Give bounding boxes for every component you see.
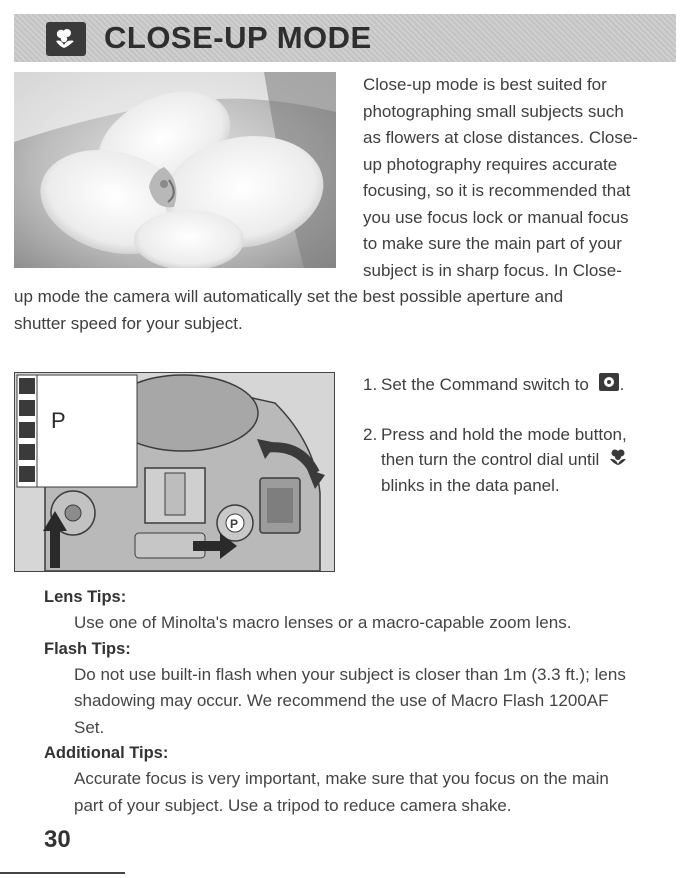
tip-line: Accurate focus is very important, make sure that you focus on the main (74, 769, 609, 788)
camera-diagram (14, 372, 335, 572)
intro-line: you use focus lock or manual focus (363, 207, 629, 227)
intro-text-full (14, 284, 678, 337)
intro-line: Close-up mode is best suited for (363, 75, 607, 94)
intro-line: photographing small subjects such (363, 101, 624, 121)
orchid-photo (14, 72, 336, 268)
step-line: Press and hold the mode button, (381, 425, 627, 445)
step-text: then turn the control dial until (381, 450, 600, 470)
intro-line: to make sure the main part of your (363, 234, 622, 253)
intro-line: up mode the camera will automatically set the best possible aperture and (14, 287, 564, 306)
step-item (363, 372, 678, 399)
tip-heading: Lens Tips: (44, 588, 127, 606)
tips-section (44, 585, 678, 819)
tip-line: part of your subject. Use a tripod to reduce camera shake. (74, 795, 512, 815)
mode-label: P (51, 408, 66, 433)
step-number: 2. (363, 425, 378, 445)
intro-line: focusing, so it is recommended that (363, 181, 631, 200)
program-mode-icon (598, 372, 620, 399)
step-item (363, 422, 678, 498)
tip-line: shadowing may occur. We recommend the use of Macro Flash 1200AF (74, 691, 609, 710)
intro-line: up photography requires accurate (363, 154, 618, 174)
intro-line: as flowers at close distances. Close- (363, 128, 638, 147)
tip-body (44, 766, 678, 819)
page-title: CLOSE-UP MODE (104, 20, 372, 55)
tip-heading: Flash Tips: (44, 639, 131, 658)
tip-line: Set. (74, 717, 105, 737)
step-suffix: . (619, 375, 625, 394)
step-text: Set the Command switch to (381, 375, 589, 394)
tip-line: Do not use built-in flash when your subject is closer than 1m (3.3 ft.); lens (74, 664, 626, 684)
intro-line: subject is in sharp focus. In Close- (363, 260, 622, 280)
footer-divider (0, 872, 125, 874)
page-number: 30 (44, 826, 71, 853)
tip-heading: Additional Tips: (44, 744, 169, 762)
tip-body (44, 610, 678, 637)
step-line: blinks in the data panel. (381, 476, 560, 496)
flower-closeup-icon (46, 22, 86, 56)
tip-body (44, 662, 678, 742)
dial-label: P (230, 517, 239, 531)
flower-closeup-icon (608, 448, 628, 473)
intro-text-right (363, 72, 678, 284)
intro-line: shutter speed for your subject. (14, 313, 243, 333)
step-line (381, 447, 678, 473)
tip-line: Use one of Minolta's macro lenses or a macro-capable zoom lens. (74, 613, 572, 632)
steps-list (363, 372, 678, 498)
step-number: 1. (363, 375, 378, 394)
